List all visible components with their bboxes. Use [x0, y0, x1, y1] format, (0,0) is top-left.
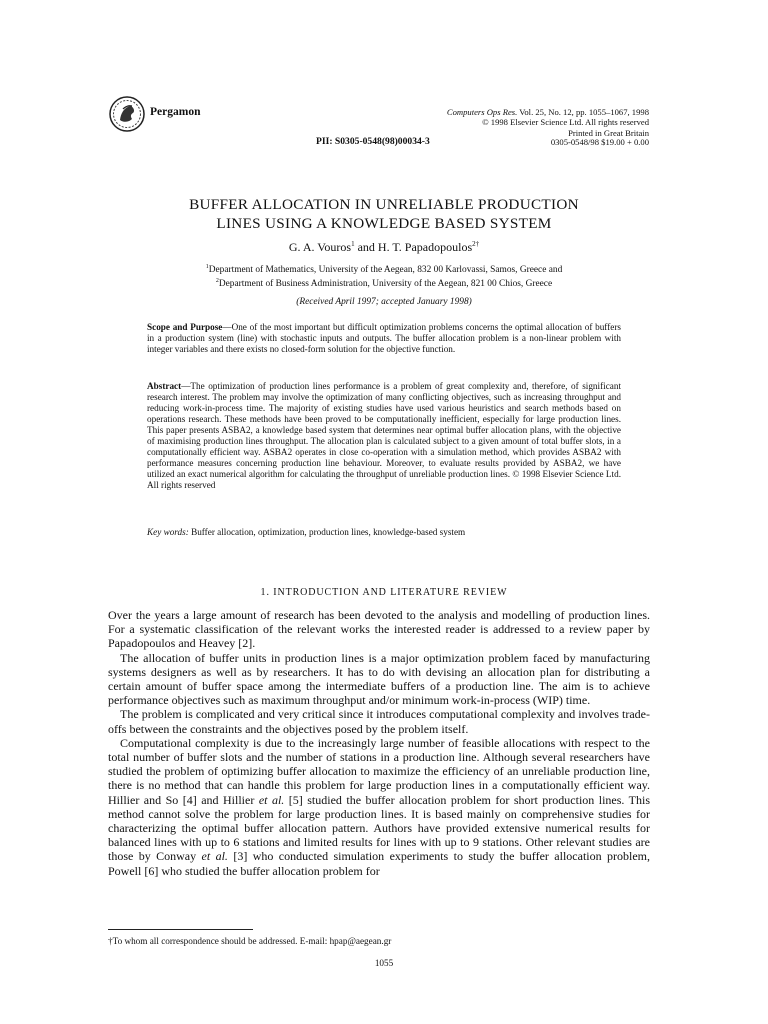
scope-and-purpose — [147, 322, 621, 355]
paragraph-4 — [108, 736, 650, 878]
journal-citation-line — [447, 107, 649, 117]
paragraph-4-part-c: [3] who conducted simulation experiments to study the buffer allocation problem, Powell [6] who studied the buffer allocation problem for — [108, 849, 651, 878]
paragraph-2: The allocation of buffer units in production lines is a major optimization problem faced by manufacturing systems designers as well as by researchers. It has to do with devising an allocation plan for distributing a certain amount of buffer space among the intermediate buffers of a production line. The aim is to achieve performance objectives such as maximum throughput and/or minimum work-in-process (WIP) time. — [108, 650, 650, 708]
journal-citation: Vol. 25, No. 12, pp. 1055–1067, 1998 — [519, 107, 649, 117]
affiliation-2-text: Department of Business Administration, University of the Aegean, 821 00 Chios, Greece — [218, 279, 553, 290]
keywords — [147, 527, 621, 538]
body-text — [108, 608, 650, 878]
keywords-label: Key words: — [147, 527, 189, 537]
et-al-2: et al. — [201, 849, 228, 864]
issn-price: 0305-0548/98 $19.00 + 0.00 — [550, 137, 649, 147]
abstract-text: —The optimization of production lines performance is a problem of great complexity and, therefore, of significant research interest. The problem may involve the optimization of many conflicting objectives, such as increasing throughput and reducing work-in-process time. The majority of existing studies have used various heuristics and search methods based on operations research. These methods have been proved to be computationally inefficient, especially for large production lines. This paper presents ASBA2, a knowledge based system that determines near optimal buffer allocation plans, with the objective of maximising production lines throughput. The allocation plan is calculated subject to a given amount of total buffer slots, in a computationally efficient way. ASBA2 operates in close co-operation with a simulation method, which provides ASBA2 with performance measures concerning production line behaviour. Moreover, to evaluate results provided by ASBA2, we have utilized an exact numerical algorithm for calculating the throughput of unreliable production lines. © 1998 Elsevier Science Ltd. All rights reserved — [147, 381, 621, 490]
affiliations — [0, 262, 768, 290]
author-list — [0, 240, 768, 255]
footnote: †To whom all correspondence should be addressed. E-mail: hpap@aegean.gr — [108, 936, 392, 946]
affiliation-1-text: Department of Mathematics, University of the Aegean, 832 00 Karlovassi, Samos, Greece and — [208, 265, 563, 276]
paragraph-1: Over the years a large amount of research has been devoted to the analysis and modelling of production lines. For a systematic classification of the relevant works the interested reader is addressed to a review paper by Papadopoulos and Heavey [2]. — [108, 608, 650, 651]
pii-identifier: PII: S0305-0548(98)00034-3 — [316, 136, 430, 147]
scope-label: Scope and Purpose — [147, 322, 223, 332]
affiliation-2-mark: 2 — [215, 278, 219, 285]
et-al-1: et al. — [258, 792, 285, 807]
title-line-2: LINES USING A KNOWLEDGE BASED SYSTEM — [216, 215, 552, 232]
author-2: H. T. Papadopoulos — [377, 240, 473, 254]
affiliation-2 — [0, 276, 768, 290]
journal-info — [447, 107, 649, 138]
paragraph-3: The problem is complicated and very critical since it introduces computational complexity and involves trade-offs between the constraints and the objectives posed by the problem itself. — [108, 707, 650, 736]
author-1-mark: 1 — [351, 240, 355, 248]
author-2-mark: 2† — [472, 240, 480, 248]
paragraph-4-part-b: [5] studied the buffer allocation problem for short production lines. This method cannot solve the problem for large production lines. It is based mainly on comprehensive studies for characterizing the optimal buffer allocation pattern. Authors have provided extensive numerical results for balanced lines with up to 6 stations and limited results for lines with up to 9 stations. Other relevant studies are those by Conway — [108, 792, 651, 864]
section-heading: 1. INTRODUCTION AND LITERATURE REVIEW — [260, 587, 508, 598]
received-dates: (Received April 1997; accepted January 1998) — [296, 297, 472, 307]
title-line-1: BUFFER ALLOCATION IN UNRELIABLE PRODUCTION — [189, 196, 579, 213]
abstract — [147, 381, 621, 491]
footnote-rule — [108, 929, 253, 930]
publisher-name: Pergamon — [150, 106, 201, 118]
paper-title — [0, 195, 768, 233]
keywords-text: Buffer allocation, optimization, production lines, knowledge-based system — [188, 527, 466, 537]
abstract-label: Abstract — [147, 381, 182, 391]
journal-name: Computers Ops Res. — [446, 107, 518, 117]
affiliation-1 — [0, 262, 768, 276]
paragraph-4-part-a: Computational complexity is due to the increasingly large number of feasible allocations with respect to the total number of buffer slots and the number of stations in a production line. Although several researchers have studied the problem of optimizing buffer allocation to maximize the efficiency of an unreliable production line, there is no method that can handle this problem for large production lines in a computationally efficient way. Hillier and So [4] and Hillier — [108, 735, 650, 807]
author-conjunction: and — [354, 240, 378, 254]
affiliation-1-mark: 1 — [205, 264, 209, 270]
scope-text: —One of the most important but difficult optimization problems concerns the optimal allocation of buffers in a production system (line) with stochastic inputs and outputs. The buffer allocation problem is a non-linear problem with integer variables and there exists no closed-form solution for the objective function. — [147, 322, 621, 354]
author-1: G. A. Vouros — [288, 240, 352, 254]
copyright-line: © 1998 Elsevier Science Ltd. All rights reserved — [482, 117, 649, 128]
publisher-logo — [108, 95, 146, 133]
printed-line: Printed in Great Britain — [568, 127, 649, 138]
page-number: 1055 — [374, 958, 394, 968]
